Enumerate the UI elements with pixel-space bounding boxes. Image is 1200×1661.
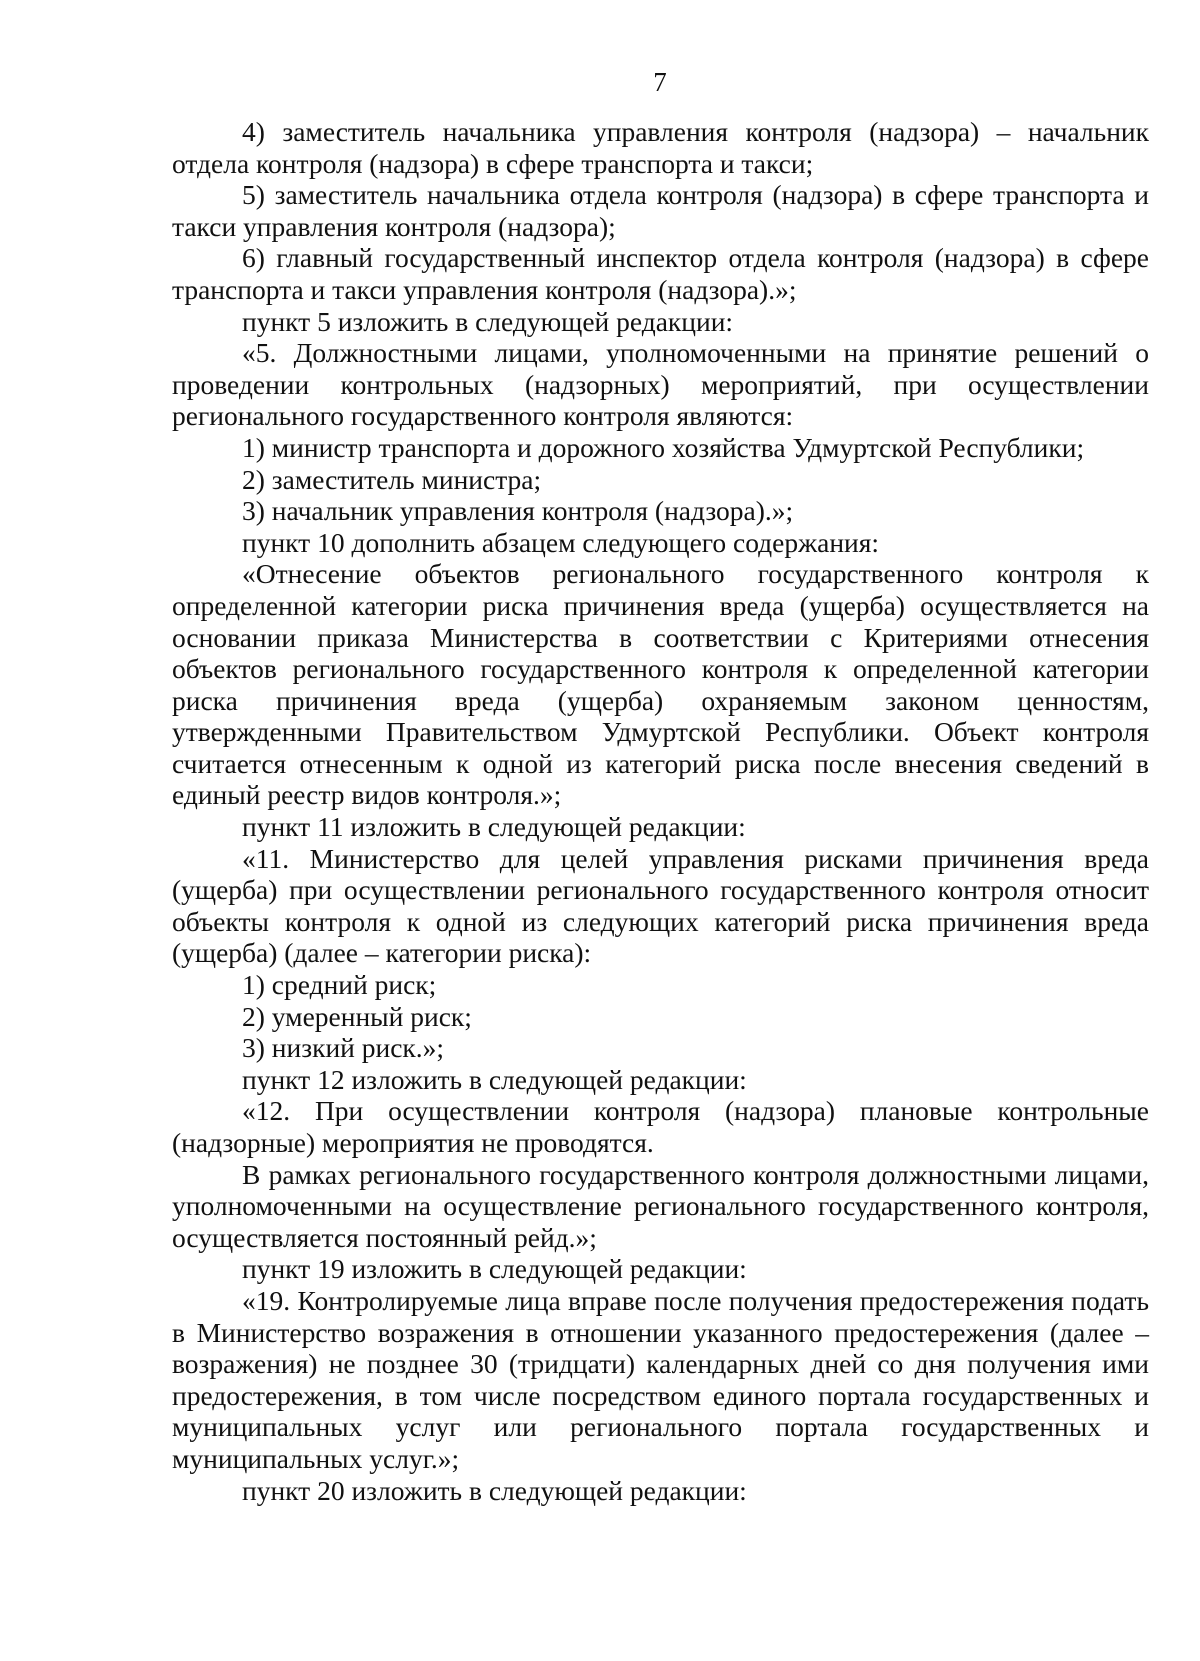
paragraph: В рамках регионального государственного контроля должностными лицами, уполномоченными на осуществление регионального государственного контроля, осуществляется постоянный рейд.»;	[172, 1158, 1149, 1253]
paragraph: «11. Министерство для целей управления рисками причинения вреда (ущерба) при осуществлении регионального государственного контроля относит объекты контроля к одной из следующих категорий риска причинения вреда (ущерба) (далее – категории риска):	[172, 842, 1149, 969]
paragraph: пункт 20 изложить в следующей редакции:	[242, 1474, 747, 1506]
paragraph: 5) заместитель начальника отдела контроля (надзора) в сфере транспорта и такси управления контроля (надзора);	[172, 179, 1149, 242]
paragraph: 3) низкий риск.»;	[242, 1032, 445, 1064]
paragraph: пункт 19 изложить в следующей редакции:	[242, 1253, 747, 1285]
paragraph: пункт 11 изложить в следующей редакции:	[242, 811, 746, 843]
paragraph: 2) заместитель министра;	[242, 463, 542, 495]
paragraph: пункт 12 изложить в следующей редакции:	[242, 1063, 747, 1095]
paragraph: «Отнесение объектов регионального государственного контроля к определенной категории риска причинения вреда (ущерба) осуществляется на основании приказа Министерства в соответствии с Критериями отнесения объектов регионального государственного контроля к определенной категории риска причинения вреда (ущерба) охраняемым законом ценностям, утвержденными Правительством Удмуртской Республики. Объект контроля считается отнесенным к одной из категорий риска после внесения сведений в единый реестр видов контроля.»;	[172, 558, 1149, 811]
paragraph: 2) умеренный риск;	[242, 1000, 472, 1032]
document-body	[172, 116, 1149, 1506]
paragraph: 1) средний риск;	[242, 969, 437, 1001]
paragraph: пункт 5 изложить в следующей редакции:	[242, 305, 734, 337]
paragraph: «12. При осуществлении контроля (надзора) плановые контрольные (надзорные) мероприятия не проводятся.	[172, 1095, 1149, 1158]
paragraph: 3) начальник управления контроля (надзора).»;	[242, 495, 794, 527]
paragraph: 1) министр транспорта и дорожного хозяйства Удмуртской Республики;	[242, 431, 1085, 463]
page-number: 7	[653, 67, 667, 97]
paragraph: 6) главный государственный инспектор отдела контроля (надзора) в сфере транспорта и такси управления контроля (надзора).»;	[172, 242, 1149, 305]
paragraph: пункт 10 дополнить абзацем следующего содержания:	[242, 526, 880, 558]
paragraph: 4) заместитель начальника управления контроля (надзора) – начальник отдела контроля (надзора) в сфере транспорта и такси;	[172, 116, 1149, 179]
paragraph: «19. Контролируемые лица вправе после получения предостережения подать в Министерство возражения в отношении указанного предостережения (далее – возражения) не позднее 30 (тридцати) календарных дней со дня получения ими предостережения, в том числе посредством единого портала государственных и муниципальных услуг или регионального портала государственных и муниципальных услуг.»;	[172, 1284, 1149, 1474]
paragraph: «5. Должностными лицами, уполномоченными на принятие решений о проведении контрольных (надзорных) мероприятий, при осуществлении регионального государственного контроля являются:	[172, 337, 1149, 432]
